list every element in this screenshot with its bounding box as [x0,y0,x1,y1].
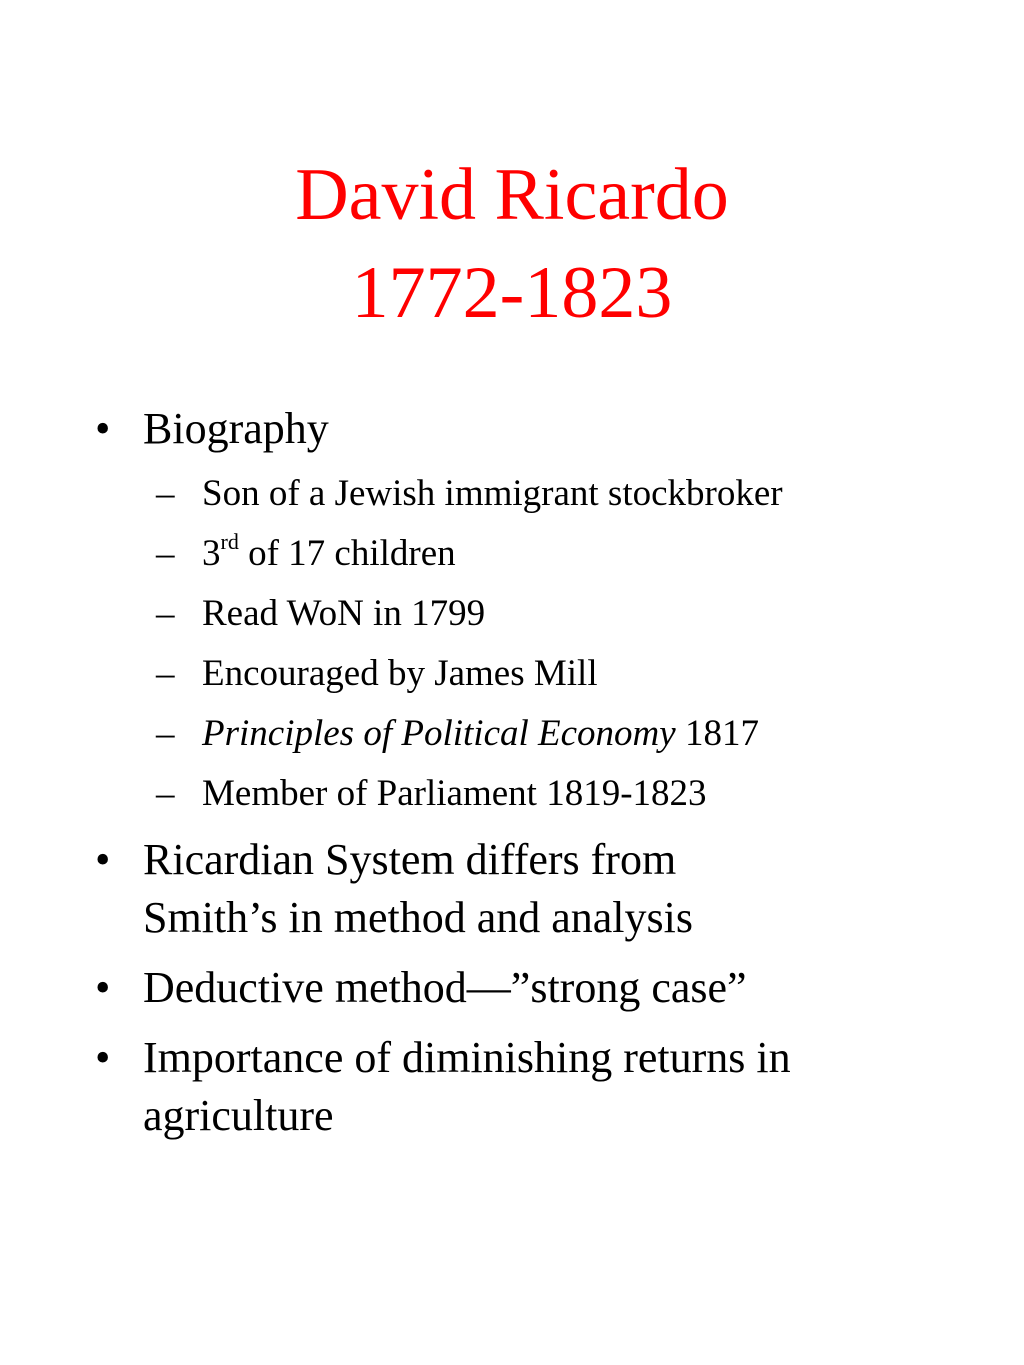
book-title: Principles of Political Economy [202,713,676,754]
dash-glyph: – [156,713,175,754]
bullet-text: Biography [143,404,329,453]
dash-glyph: – [156,773,175,814]
title-years: 1772-1823 [351,252,673,334]
sub-bullet [156,471,783,517]
sub-bullet-text: Member of Parliament 1819-1823 [202,773,707,814]
bullet-glyph: • [95,835,111,884]
dash-glyph: – [156,473,175,514]
sub-bullet-text: of 17 children [238,533,456,574]
sub-bullet [156,711,759,757]
bullet-text-line1: Importance of diminishing returns in [143,1033,791,1082]
dash-glyph: – [156,533,175,574]
sub-bullet-text: Read WoN in 1799 [202,593,486,634]
dash-glyph: – [156,653,175,694]
sub-bullet [156,591,486,637]
bullet-deductive-method [95,959,747,1017]
sub-bullet-text: Son of a Jewish immigrant stockbroker [202,473,783,514]
sub-bullet-text: Encouraged by James Mill [202,653,598,694]
bullet-glyph: • [95,404,111,453]
bullet-text-line2: agriculture [143,1091,334,1140]
bullet-text: Deductive method—”strong case” [143,963,747,1012]
bullet-glyph: • [95,1033,111,1082]
bullet-glyph: • [95,963,111,1012]
bullet-text-line2: Smith’s in method and analysis [143,893,693,942]
title-name: David Ricardo [295,154,729,236]
bullet-biography [95,400,329,458]
sub-bullet [156,651,598,697]
sub-bullet [156,771,707,817]
superscript: rd [220,529,239,554]
sub-bullet [156,529,456,577]
bullet-ricardian-system [95,831,693,947]
slide-title [0,146,1024,342]
bullet-diminishing-returns [95,1029,791,1145]
sub-bullet-prefix: 3 [202,533,221,574]
dash-glyph: – [156,593,175,634]
bullet-text-line1: Ricardian System differs from [143,835,677,884]
sub-bullet-text: 1817 [675,713,759,754]
